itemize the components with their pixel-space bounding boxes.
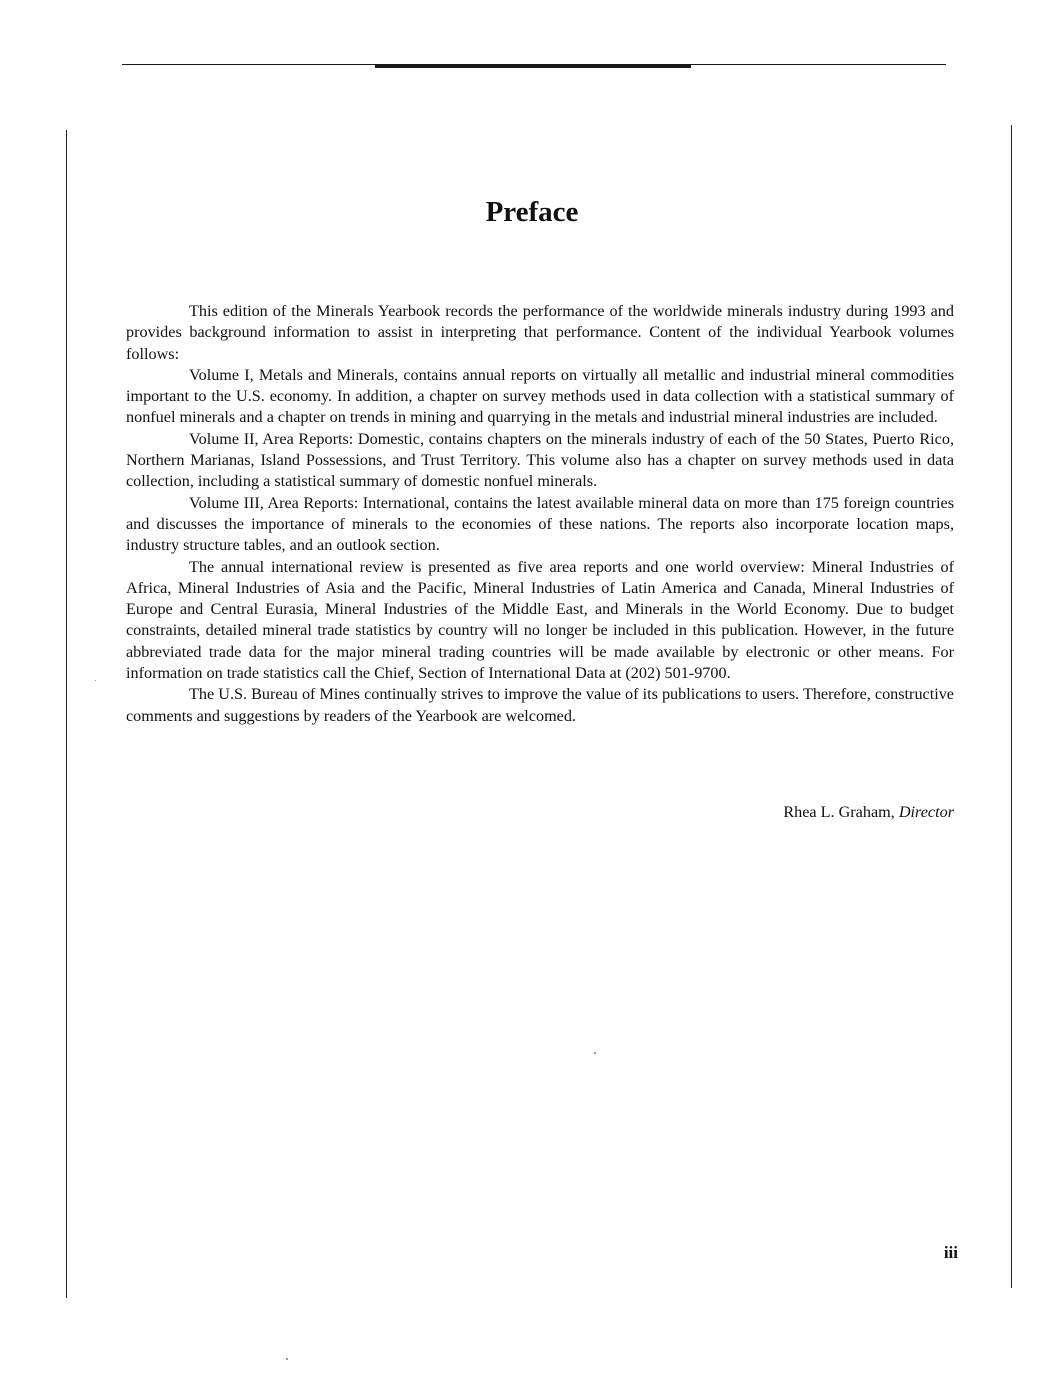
left-margin-rule — [66, 130, 67, 1298]
preface-body — [126, 301, 954, 727]
paragraph-international-review: The annual international review is presented as five area reports and one world overview: Mineral Industries of Africa, Mineral Industries of Asia and the Pacific, Mineral Industries of Latin America and Canada, Mineral Industries of Europe and Central Eurasia, Mineral Industries of the Middle East, and Minerals in the World Economy. Due to budget constraints, detailed mineral trade statistics by country will no longer be included in this publication. However, in the future abbreviated trade data for the major mineral trading countries will be made available by electronic or other means. For information on trade statistics call the Chief, Section of International Data at (202) 501-9700. — [126, 557, 954, 683]
page-title: Preface — [485, 196, 579, 228]
paragraph-volume-1: Volume I, Metals and Minerals, contains annual reports on virtually all metallic and industrial mineral commodities important to the U.S. economy. In addition, a chapter on survey methods used in data collection with a statistical summary of nonfuel minerals and a chapter on trends in mining and quarrying in the metals and industrial mineral industries are included. — [126, 365, 954, 427]
paragraph-volume-2: Volume II, Area Reports: Domestic, contains chapters on the minerals industry of each of the 50 States, Puerto Rico, Northern Marianas, Island Possessions, and Trust Territory. This volume also has a chapter on survey methods used in data collection, including a statistical summary of domestic nonfuel minerals. — [126, 429, 954, 491]
signature — [783, 803, 954, 822]
paragraph-intro: This edition of the Minerals Yearbook records the performance of the worldwide minerals industry during 1993 and provides background information to assist in interpreting that performance. Content of the individual Yearbook volumes follows: — [126, 302, 954, 363]
scan-speck — [286, 1358, 288, 1360]
scan-speck — [95, 680, 96, 681]
signature-name: Rhea L. Graham, — [783, 803, 895, 821]
paragraph-closing: The U.S. Bureau of Mines continually strives to improve the value of its publications to users. Therefore, constructive comments and suggestions by readers of the Yearbook are welcomed. — [126, 685, 954, 725]
paragraph-volume-3: Volume III, Area Reports: International, contains the latest available mineral data on more than 175 foreign countries and discusses the importance of minerals to the economies of these nations. The reports also incorporate location maps, industry structure tables, and an outlook section. — [126, 493, 954, 555]
scan-speck — [594, 1052, 596, 1054]
page-number: iii — [943, 1243, 958, 1262]
signature-role: Director — [898, 803, 954, 821]
top-rule-accent — [375, 65, 691, 68]
right-margin-rule — [1011, 125, 1012, 1288]
